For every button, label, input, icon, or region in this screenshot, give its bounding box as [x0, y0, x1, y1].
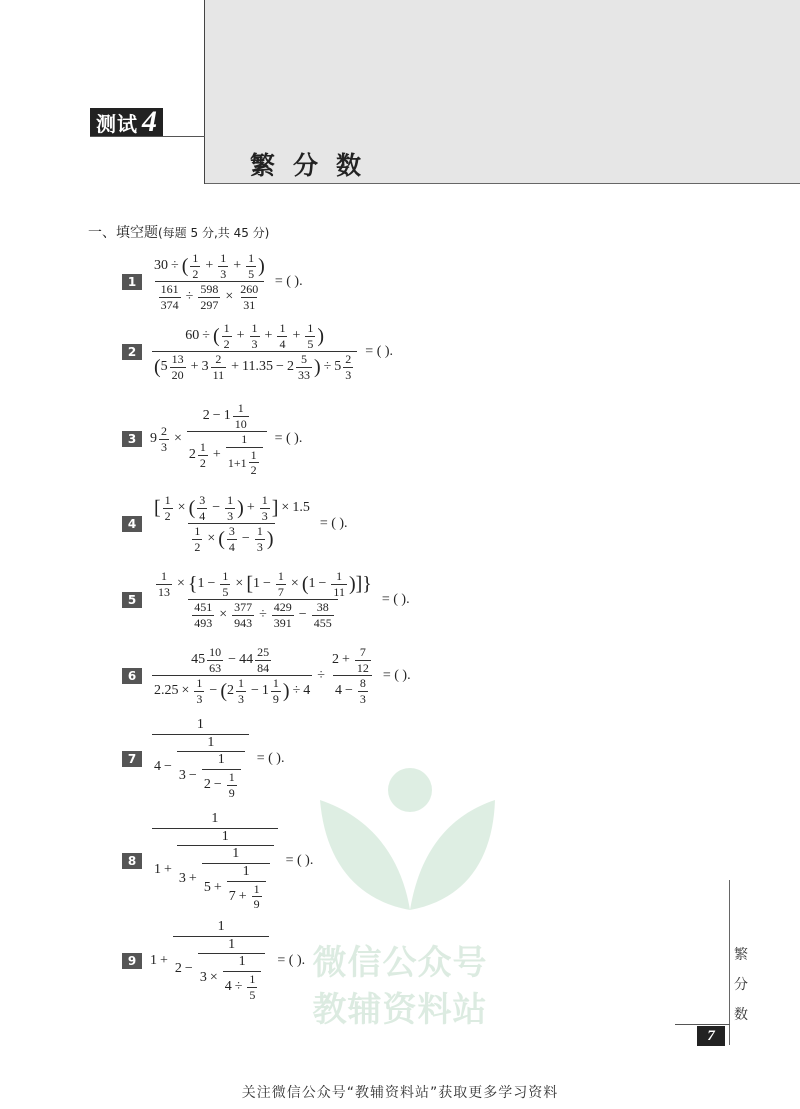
answer-blank: = ( ). — [382, 667, 411, 683]
question-7 — [122, 718, 284, 799]
expression: 60 ÷ ( 1 2 + $\frac{1}{3}$ + $\frac{1}{4}$ + $\frac{1}{5}$ ) ( 5 13 20 + 3 $\frac{2}{11}$ + 11.35 − 2 $\frac{5}{33}$ ) ÷ 5 $\frac{2}{3}$ — [152, 322, 357, 381]
expression: 45 10 63 − 44 $\frac{25}{84}$ 2.25 × $\frac{1}{3}$ − ( 2 1 3 − 1 $\frac{1}{9}$ ) ÷ 4 ÷ 2 + $\frac{7}{12}$ 4 − $\frac{8}{3}$ — [150, 646, 377, 705]
answer-blank: = ( ). — [285, 853, 314, 869]
question-number: 4 — [122, 516, 142, 532]
expression: 9 $\frac{2}{3}$ × 2 − 1 $\frac{1}{10}$ 2 1 2 + 1 1+1 1 2 — [150, 402, 269, 477]
test-badge — [90, 105, 163, 138]
question-number: 2 — [122, 344, 142, 360]
footer-note: 关注微信公众号“教辅资料站”获取更多学习资料 — [241, 1085, 559, 1101]
question-number: 8 — [122, 853, 142, 869]
answer-blank: = ( ). — [274, 431, 303, 447]
question-3 — [122, 402, 302, 477]
page-rule — [675, 1024, 730, 1025]
page-title: 繁分数 — [250, 151, 380, 180]
expression: $\frac{1}{13}$ × { 1 − $\frac{1}{5}$ × [ 1 − $\frac{1}{7}$ × ( 1 − $\frac{1}{11}$ )]} $\frac{451}{493}$ × $\frac{377}{943}$ ÷ $\frac{429}{391}$ − $\frac{38}{455}$ — [158, 569, 372, 630]
answer-blank: = ( ). — [381, 591, 410, 607]
expression: 30 ÷ ( 1 2 + $\frac{1}{3}$ + $\frac{1}{5}$ ) $\frac{161}{374}$ ÷ $\frac{598}{297}$ × $\frac{260}{31}$ — [154, 251, 265, 312]
expression: [ $\frac{1}{2}$ × ( 3 4 − $\frac{1}{3}$ ) + $\frac{1}{3}$ ] × 1.5 $\frac{1}{2}$ × ( 3 4 − $\frac{1}{3}$ ) — [154, 493, 310, 554]
watermark — [300, 760, 500, 1030]
answer-blank: = ( ). — [274, 273, 303, 289]
section-title: 一、填空题(每题 5 分,共 45 分) — [88, 225, 270, 241]
question-4 — [122, 494, 348, 553]
test-number: 4 — [142, 105, 157, 138]
question-number: 6 — [122, 668, 142, 684]
question-5 — [122, 570, 410, 629]
side-rule — [729, 880, 730, 1045]
watermark-line1: 微信公众号 — [312, 943, 488, 983]
test-label: 测试 — [96, 111, 138, 136]
question-number: 1 — [122, 274, 142, 290]
question-6 — [122, 646, 411, 705]
question-number: 7 — [122, 751, 142, 767]
expression: 1 1 + 1 3 + 1 5 + 1 7 + $\frac{1}{9}$ — [152, 812, 278, 911]
watermark-logo-icon — [315, 760, 495, 910]
question-1 — [122, 252, 303, 311]
question-number: 5 — [122, 592, 142, 608]
question-9 — [122, 920, 305, 1001]
expression: 1 + 1 2 − 1 3 × 1 4 ÷ $\frac{1}{5}$ — [150, 920, 271, 1001]
side-label: 繁分数 — [734, 947, 748, 1023]
question-number: 3 — [122, 431, 142, 447]
question-2 — [122, 322, 393, 381]
expression: 1 4 − 1 3 − 1 2 − $\frac{1}{9}$ — [152, 718, 249, 799]
header-rule — [205, 183, 800, 184]
answer-blank: = ( ). — [365, 343, 394, 359]
answer-blank: = ( ). — [277, 952, 306, 968]
page-number: 7 — [697, 1026, 725, 1046]
answer-blank: = ( ). — [256, 750, 285, 766]
answer-blank: = ( ). — [319, 515, 348, 531]
header-divider — [204, 0, 205, 184]
question-8 — [122, 812, 313, 911]
question-number: 9 — [122, 953, 142, 969]
watermark-line2: 教辅资料站 — [312, 990, 488, 1030]
